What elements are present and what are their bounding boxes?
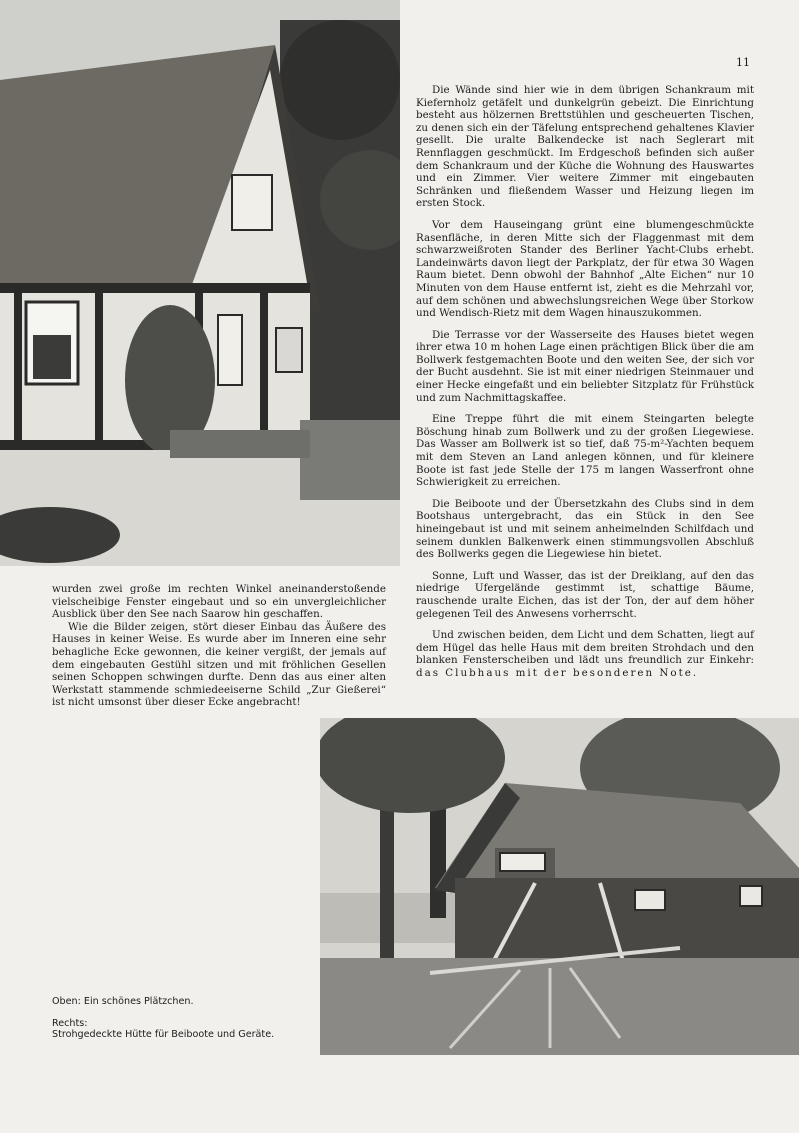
photo-clubhouse xyxy=(0,0,400,566)
final-paragraph xyxy=(416,629,754,679)
paragraph: Sonne, Luft und Wasser, das ist der Dreiklang, auf den das niedrige Ufergelände gestimmt ist, schattige Bäume, rauschende uralte Eichen, das ist der Ton, der auf dem höher gelegenen Teil des Anwesens vorherrscht. xyxy=(416,569,754,620)
photo-boat-hut xyxy=(320,718,799,1055)
paragraph: Die Wände sind hier wie in dem übrigen Schankraum mit Kiefernholz getäfelt und dunkelgrün gebeizt. Die Einrichtung besteht aus hölzernen Brettstühlen und gescheuerten Tischen, zu denen sich ein der Täfelung entsprechend gehaltenes Klavier gesellt. Die uralte Balkendecke ist nach Seglerart mit Rennflaggen geschmückt. Im Erdgeschoß befinden sich außer dem Schankraum und der Küche die Wohnung des Hauswartes und ein Zimmer. Vier weitere Zimmer mit eingebauten Schränken und fließendem Wasser und Heizung liegen im ersten Stock. xyxy=(416,84,754,210)
final-paragraph-lead: Und zwischen beiden, dem Licht und dem Schatten, liegt auf dem Hügel das helle Haus mit dem breiten Strohdach und den blanken Fensterscheiben und lädt uns freundlich zur Einkehr: xyxy=(416,629,754,667)
paragraph: Die Beiboote und der Übersetzkahn des Clubs sind in dem Bootshaus untergebracht, das ein Stück in den See hineingebaut ist und mit seinem anheimelnden Schilfdach und seinem dunklen Balkenwerk einen stimmungsvollen Abschluß des Bollwerks gegen die Liegewiese hin bietet. xyxy=(416,497,754,561)
paragraph: Vor dem Hauseingang grünt eine blumengeschmückte Rasenfläche, in deren Mitte sich der Flaggenmast mit dem schwarzweißroten Stander des Berliner Yacht-Clubs erhebt. Landeinwärts davon liegt der Parkplatz, der für etwa 30 Wagen Raum bietet. Denn obwohl der Bahnhof „Alte Eichen“ nur 10 Minuten von dem Hause entfernt ist, zieht es die Mehrzahl vor, auf dem schönen und abwechslungsreichen Wege über Storkow und Wendisch-Rietz mit dem Wagen hinauszukommen. xyxy=(416,218,754,320)
paragraph: Wie die Bilder zeigen, stört dieser Einbau das Äußere des Hauses in keiner Weise. Es wurde aber im Inneren eine sehr behagliche Ecke gewonnen, die keiner vergißt, der jemals auf dem eingebauten Gestühl sitzen und mit fröhlichen Gesellen seinen Schoppen schwingen durfte. Denn das aus einer alten Werkstatt stammende schmiedeeiserne Schild „Zur Gießerei“ ist nicht umsonst über dieser Ecke angebracht! xyxy=(52,620,386,709)
paragraph: wurden zwei große im rechten Winkel aneinanderstoßende vielscheibige Fenster eingebaut und so ein unvergleichlicher Ausblick über den See nach Saarow hin geschaffen. xyxy=(52,583,386,621)
photo-captions xyxy=(52,996,312,1051)
boat-hut-photo-image xyxy=(320,718,799,1055)
caption-right-photo xyxy=(52,1018,312,1041)
clubhouse-photo-image xyxy=(0,0,400,566)
final-paragraph-emphasis: das Clubhaus mit der besonderen Note. xyxy=(416,666,699,679)
caption-right-label: Rechts: xyxy=(52,1017,88,1029)
article-right-column xyxy=(416,84,754,689)
page-number: 11 xyxy=(736,56,750,69)
article-left-column xyxy=(52,583,386,709)
caption-right-text: Strohgedeckte Hütte für Beiboote und Geräte. xyxy=(52,1029,275,1040)
paragraph: Die Terrasse vor der Wasserseite des Hauses bietet wegen ihrer etwa 10 m hohen Lage einen prächtigen Blick über die am Bollwerk festgemachten Boote und den weiten See, der sich vor der Bucht ausdehnt. Sie ist mit einer niedrigen Steinmauer und einer Hecke eingefaßt und ein beliebter Sitzplatz für Frühstück und zum Nachmittagskaffee. xyxy=(416,328,754,404)
caption-top-photo: Oben: Ein schönes Plätzchen. xyxy=(52,996,194,1007)
paragraph: Eine Treppe führt die mit einem Steingarten belegte Böschung hinab zum Bollwerk und zu der großen Liegewiese. Das Wasser am Bollwerk ist so tief, daß 75-m²-Yachten bequem mit dem Steven an Land anlegen können, und für kleinere Boote ist fast jede Stelle der 175 m langen Wasserfront ohne Schwierigkeit zu erreichen. xyxy=(416,413,754,489)
